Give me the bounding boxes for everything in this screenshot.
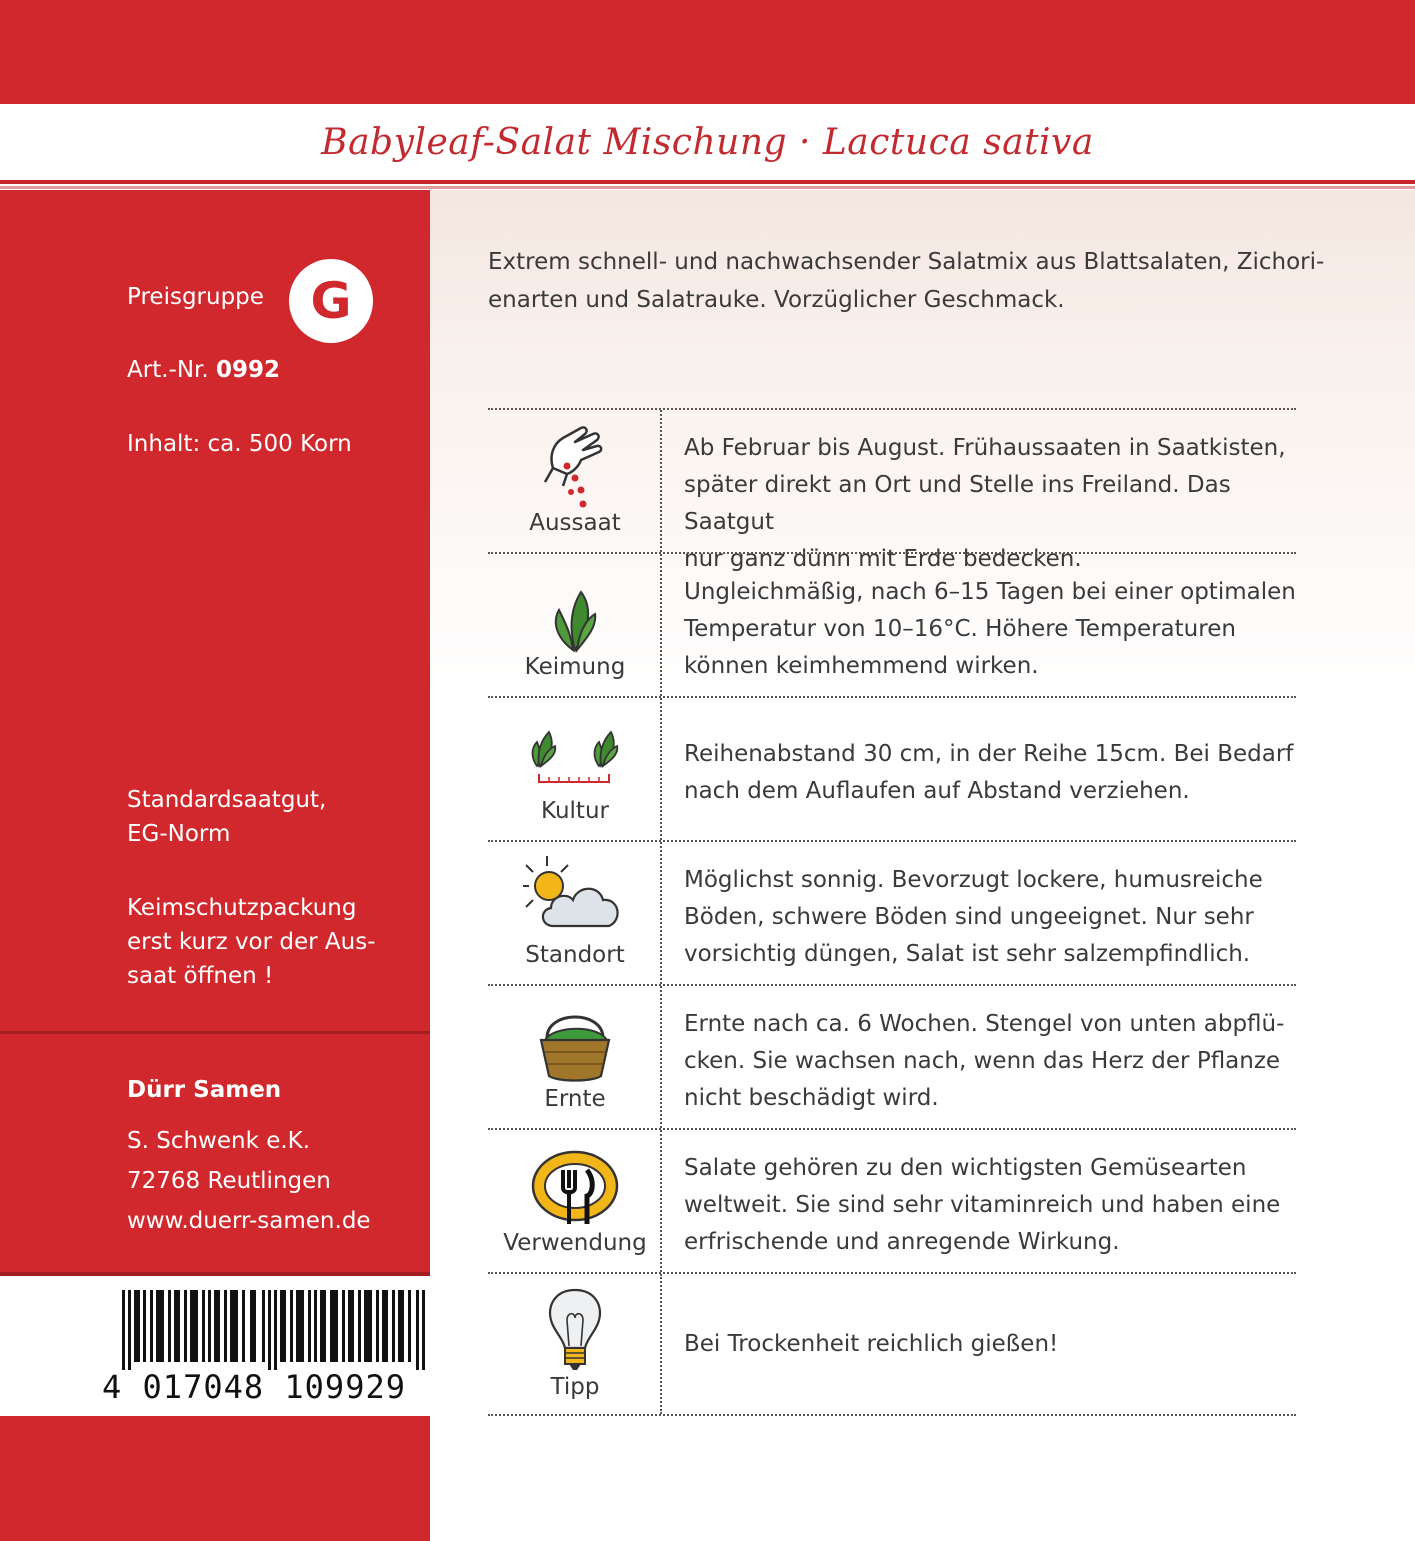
- title-strip: [0, 104, 1415, 184]
- row-description: [662, 410, 1296, 572]
- article-number: [127, 353, 280, 387]
- description-line: enarten und Salatrauke. Vorzüglicher Geschmack.: [488, 287, 1065, 313]
- row-label: Keimung: [524, 654, 626, 680]
- row-description: [662, 986, 1296, 1128]
- row-description: [662, 1274, 1296, 1414]
- row-label: Tipp: [550, 1374, 600, 1400]
- row-label: Standort: [525, 942, 625, 968]
- seed-standard-line: Standardsaatgut,: [127, 787, 327, 813]
- row-text-line: vorsichtig düngen, Salat ist sehr salzempfindlich.: [684, 941, 1251, 967]
- row-text-line: Temperatur von 10–16°C. Höhere Temperaturen: [684, 616, 1236, 642]
- plant-spacing-icon: [523, 708, 627, 806]
- price-group-badge: G: [289, 259, 373, 343]
- row-text-line: weltweit. Sie sind sehr vitaminreich und haben eine: [684, 1192, 1281, 1218]
- row-text-line: Salate gehören zu den wichtigsten Gemüsearten: [684, 1155, 1247, 1181]
- row-description: [662, 698, 1296, 840]
- row-text-line: cken. Sie wachsen nach, wenn das Herz der Pflanze: [684, 1048, 1281, 1074]
- row-text-line: nicht beschädigt wird.: [684, 1085, 939, 1111]
- row-text-line: können keimhemmend wirken.: [684, 653, 1039, 679]
- sprout-icon: [523, 564, 627, 662]
- table-row-aussaat: [488, 408, 1296, 572]
- table-row-verwendung: [488, 1128, 1296, 1272]
- row-description: [662, 842, 1296, 984]
- content-info: Inhalt: ca. 500 Korn: [127, 431, 352, 457]
- company-address: [127, 1121, 371, 1241]
- row-text-line: Bei Trockenheit reichlich gießen!: [684, 1330, 1059, 1357]
- table-row-ernte: [488, 984, 1296, 1128]
- icon-cell: [488, 1274, 662, 1414]
- description-line: Extrem schnell- und nachwachsender Salatmix aus Blattsalaten, Zichori-: [488, 249, 1325, 275]
- row-text-line: Möglichst sonnig. Bevorzugt lockere, humusreiche: [684, 867, 1263, 893]
- row-description: [662, 554, 1296, 696]
- article-number-value: 0992: [216, 357, 281, 383]
- sun-cloud-icon: [523, 852, 627, 950]
- row-description: [662, 1130, 1296, 1272]
- harvest-basket-icon: [523, 996, 627, 1094]
- sidebar-divider: [0, 1031, 430, 1034]
- germ-protection-note: [127, 891, 376, 993]
- row-text-line: nur ganz dünn mit Erde bedecken.: [684, 546, 1082, 572]
- germ-protection-line: saat öffnen !: [127, 963, 274, 989]
- row-text-line: Böden, schwere Böden sind ungeeignet. Nur sehr: [684, 904, 1254, 930]
- company-name: Dürr Samen: [127, 1077, 282, 1103]
- product-description: [488, 243, 1348, 319]
- barcode-icon: [122, 1290, 428, 1370]
- row-text-line: Ab Februar bis August. Frühaussaaten in Saatkisten,: [684, 435, 1286, 461]
- table-row-keimung: [488, 552, 1296, 696]
- row-text-line: Reihenabstand 30 cm, in der Reihe 15cm. Bei Bedarf: [684, 741, 1294, 767]
- table-row-tipp: [488, 1272, 1296, 1416]
- preisgruppe-label: Preisgruppe: [127, 284, 264, 310]
- row-text-line: Ungleichmäßig, nach 6–15 Tagen bei einer optimalen: [684, 579, 1296, 605]
- barcode-number: 4 017048 109929: [102, 1368, 406, 1406]
- icon-cell: [488, 554, 662, 696]
- row-label: Verwendung: [503, 1230, 647, 1256]
- top-red-band: [0, 0, 1415, 104]
- lightbulb-icon: [523, 1284, 627, 1382]
- row-label: Kultur: [541, 798, 609, 824]
- germ-protection-line: Keimschutzpackung: [127, 895, 357, 921]
- icon-cell: [488, 1130, 662, 1272]
- company-city: 72768 Reutlingen: [127, 1168, 331, 1194]
- germ-protection-line: erst kurz vor der Aus-: [127, 929, 376, 955]
- company-owner: S. Schwenk e.K.: [127, 1128, 311, 1154]
- table-row-kultur: [488, 696, 1296, 840]
- sowing-hand-icon: [523, 420, 627, 518]
- row-text-line: später direkt an Ort und Stelle ins Freiland. Das Saatgut: [684, 472, 1231, 535]
- product-title: Babyleaf-Salat Mischung · Lactuca sativa: [321, 121, 1094, 163]
- article-number-label: Art.-Nr.: [127, 357, 209, 383]
- row-label: Aussaat: [529, 510, 621, 536]
- barcode-area: [0, 1276, 430, 1416]
- icon-cell: [488, 410, 662, 552]
- cultivation-table: [488, 408, 1296, 1416]
- icon-cell: [488, 698, 662, 840]
- seed-standard: [127, 783, 326, 851]
- company-website: www.duerr-samen.de: [127, 1208, 371, 1234]
- plate-cutlery-icon: [523, 1140, 627, 1238]
- bottom-red-band: [0, 1416, 430, 1541]
- row-text-line: Ernte nach ca. 6 Wochen. Stengel von unten abpflü-: [684, 1011, 1285, 1037]
- table-row-standort: [488, 840, 1296, 984]
- icon-cell: [488, 842, 662, 984]
- row-text-line: nach dem Auflaufen auf Abstand verziehen.: [684, 778, 1190, 804]
- row-text-line: erfrischende und anregende Wirkung.: [684, 1229, 1120, 1255]
- seed-standard-line: EG-Norm: [127, 821, 231, 847]
- row-label: Ernte: [544, 1086, 606, 1112]
- icon-cell: [488, 986, 662, 1128]
